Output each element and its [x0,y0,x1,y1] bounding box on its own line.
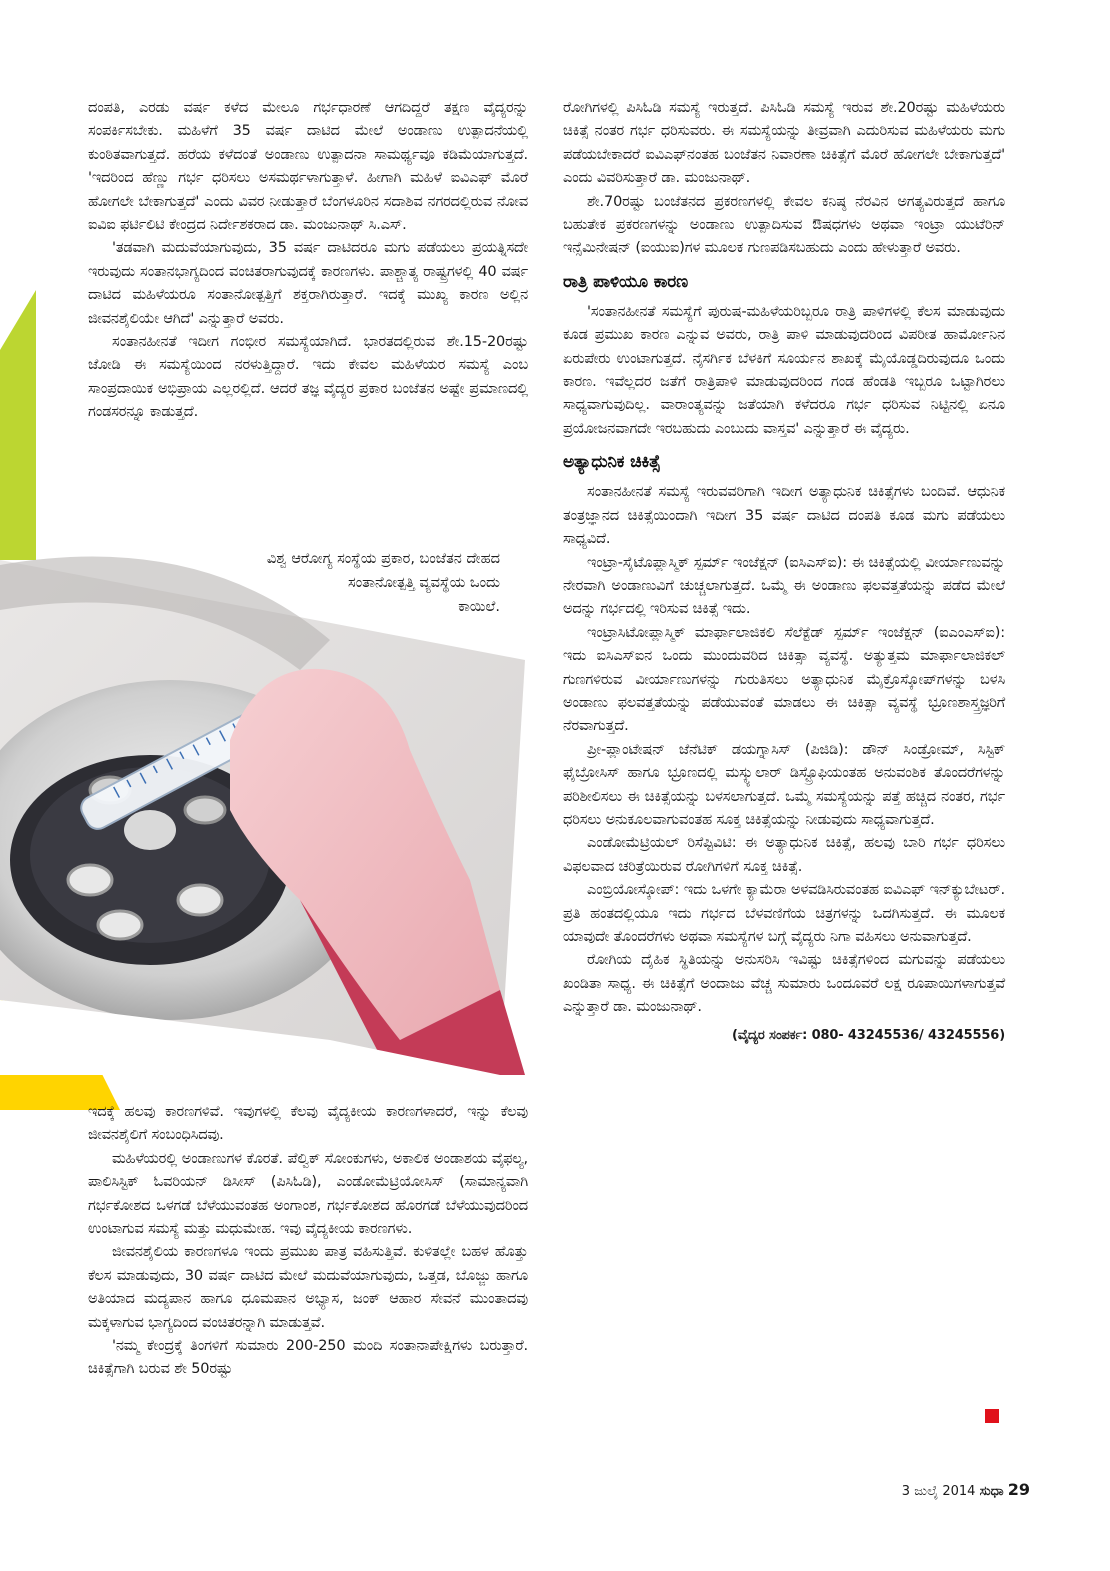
pull-quote-line: ಕಾಯಿಲೆ. [458,599,500,615]
paragraph: 'ಸಂತಾನಹೀನತೆ ಸಮಸ್ಯೆಗೆ ಪುರುಷ-ಮಹಿಳೆಯರಿಬ್ಬರೂ ರಾತ್ರಿ ಪಾಳಿಗಳಲ್ಲಿ ಕೆಲಸ ಮಾಡುವುದು ಕೂಡ ಪ್ರಮುಖ ಕಾರಣ ಎನ್ನುವ ಅವರು, ರಾತ್ರಿ ಪಾಳಿ ಮಾಡುವುದರಿಂದ ವಿಪರೀತ ಹಾರ್ಮೋನಿನ ಏರುಪೇರು ಉಂಟಾಗುತ್ತದೆ. ನೈಸರ್ಗಿಕ ಬೆಳಕಿಗೆ ಸೂರ್ಯನ ಶಾಖಕ್ಕೆ ಮೈಯೊಡ್ಡದಿರುವುದೂ ಒಂದು ಕಾರಣ. ಇವೆಲ್ಲದರ ಜತೆಗೆ ರಾತ್ರಿಪಾಳಿ ಮಾಡುವುದರಿಂದ ಗಂಡ ಹೆಂಡತಿ ಇಬ್ಬರೂ ಒಟ್ಟಾಗಿರಲು ಸಾಧ್ಯವಾಗುವುದಿಲ್ಲ. ವಾರಾಂತ್ಯವನ್ನು ಜತೆಯಾಗಿ ಕಳೆದರೂ ಗರ್ಭ ಧರಿಸುವ ನಿಟ್ಟಿನಲ್ಲಿ ಏನೂ ಪ್ರಯೋಜನವಾಗದೇ ಇರಬಹುದು ಎಂಬುದು ವಾಸ್ತವ' ಎನ್ನುತ್ತಾರೆ ಈ ವೈದ್ಯರು. [563,303,1005,437]
page-number: 29 [1007,1480,1030,1499]
paragraph: ಇಂಟ್ರಾ-ಸೈಟೊಪ್ಲಾಸ್ಮಿಕ್ ಸ್ಪರ್ಮ್ ಇಂಜೆಕ್ಷನ್ (ಐಸಿಎಸ್‌ಐ): ಈ ಚಿಕಿತ್ಸೆಯಲ್ಲಿ ವೀರ್ಯಾಣುವನ್ನು ನೇರವಾಗಿ ಅಂಡಾಣುವಿಗೆ ಚುಚ್ಚಲಾಗುತ್ತದೆ. ಒಮ್ಮೆ ಈ ಅಂಡಾಣು ಫಲವತ್ತತೆಯನ್ನು ಪಡೆದ ಮೇಲೆ ಅದನ್ನು ಗರ್ಭದಲ್ಲಿ ಇರಿಸುವ ಚಿಕಿತ್ಸೆ ಇದು. [563,554,1005,618]
issue-date: 3 ಜುಲೈ 2014 [901,1484,976,1499]
right-column [563,97,1005,1047]
paragraph: ಜೀವನಶೈಲಿಯ ಕಾರಣಗಳೂ ಇಂದು ಪ್ರಮುಖ ಪಾತ್ರ ವಹಿಸುತ್ತಿವೆ. ಕುಳಿತಲ್ಲೇ ಬಹಳ ಹೊತ್ತು ಕೆಲಸ ಮಾಡುವುದು, 30 ವರ್ಷ ದಾಟಿದ ಮೇಲೆ ಮದುವೆಯಾಗುವುದು, ಒತ್ತಡ, ಬೊಜ್ಜು ಹಾಗೂ ಅತಿಯಾದ ಮದ್ಯಪಾನ ಹಾಗೂ ಧೂಮಪಾನ ಅಭ್ಯಾಸ, ಜಂಕ್ ಆಹಾರ ಸೇವನೆ ಮುಂತಾದವು ಮಕ್ಕಳಾಗುವ ಭಾಗ್ಯದಿಂದ ವಂಚಿತರನ್ನಾಗಿ ಮಾಡುತ್ತವೆ. [88,1244,528,1331]
paragraph: ದಂಪತಿ, ಎರಡು ವರ್ಷ ಕಳೆದ ಮೇಲೂ ಗರ್ಭಧಾರಣೆ ಆಗದಿದ್ದರೆ ತಕ್ಷಣ ವೈದ್ಯರನ್ನು ಸಂಪರ್ಕಿಸಬೇಕು. ಮಹಿಳೆಗೆ 35 ವರ್ಷ ದಾಟಿದ ಮೇಲೆ ಅಂಡಾಣು ಉತ್ಪಾದನೆಯಲ್ಲಿ ಕುಂಠಿತವಾಗುತ್ತದೆ. ಹರೆಯ ಕಳೆದಂತೆ ಅಂಡಾಣು ಉತ್ಪಾದನಾ ಸಾಮರ್ಥ್ಯವೂ ಕಡಿಮೆಯಾಗುತ್ತದೆ. 'ಇದರಿಂದ ಹೆಣ್ಣು ಗರ್ಭ ಧರಿಸಲು ಅಸಮರ್ಥಳಾಗುತ್ತಾಳೆ. ಹೀಗಾಗಿ ಮಹಿಳೆ ಐವಿಎಫ್ ಮೊರೆ ಹೋಗಲೇ ಬೇಕಾಗುತ್ತದೆ' ಎಂದು ವಿವರ ನೀಡುತ್ತಾರೆ ಬೆಂಗಳೂರಿನ ಸದಾಶಿವ ನಗರದಲ್ಲಿರುವ ನೋವ ಐವಿಐ ಫರ್ಟಿಲಿಟಿ ಕೇಂದ್ರದ ನಿರ್ದೇಶಕರಾದ ಡಾ. ಮಂಜುನಾಥ್ ಸಿ.ಎಸ್. [88,100,528,234]
doctor-contact: (ವೈದ್ಯರ ಸಂಪರ್ಕ: 080- 43245536/ 43245556) [732,1027,1005,1043]
pull-quote-line: ವಿಶ್ವ ಆರೋಗ್ಯ ಸಂಸ್ಥೆಯ ಪ್ರಕಾರ, ಬಂಜೆತನ ದೇಹದ [266,551,500,567]
paragraph: ಪ್ರೀ-ಪ್ಲಾಂಟೇಷನ್ ಜೆನೆಟಿಕ್ ಡಯಗ್ನಾಸಿಸ್ (ಪಿಜಿಡಿ): ಡೌನ್ ಸಿಂಡ್ರೋಮ್, ಸಿಸ್ಟಿಕ್ ಫೈಬ್ರೋಸಿಸ್ ಹಾಗೂ ಭ್ರೂಣದಲ್ಲಿ ಮಸ್ಕ್ಯುಲಾರ್ ಡಿಸ್ಟ್ರೊಫಿಯಂತಹ ಅನುವಂಶಿಕ ತೊಂದರೆಗಳನ್ನು ಪರಿಶೀಲಿಸಲು ಈ ಚಿಕಿತ್ಸೆಯನ್ನು ಬಳಸಲಾಗುತ್ತದೆ. ಒಮ್ಮೆ ಸಮಸ್ಯೆಯನ್ನು ಪತ್ತೆ ಹಚ್ಚಿದ ನಂತರ, ಗರ್ಭ ಧರಿಸಲು ಅನುಕೂಲವಾಗುವಂತಹ ಸೂಕ್ತ ಚಿಕಿತ್ಸೆಯನ್ನು ನೀಡುವುದು ಸಾಧ್ಯವಾಗುತ್ತದೆ. [563,741,1005,828]
left-column-bottom [88,1101,528,1382]
paragraph: ಎಂಡೋಮೆಟ್ರಿಯಲ್ ರಿಸೆಪ್ಟಿವಿಟಿ: ಈ ಅತ್ಯಾಧುನಿಕ ಚಿಕಿತ್ಸೆ, ಹಲವು ಬಾರಿ ಗರ್ಭ ಧರಿಸಲು ವಿಫಲವಾದ ಚರಿತ್ರೆಯಿರುವ ರೋಗಿಗಳಿಗೆ ಸೂಕ್ತ ಚಿಕಿತ್ಸೆ. [563,835,1005,875]
paragraph: ಮಹಿಳೆಯರಲ್ಲಿ ಅಂಡಾಣುಗಳ ಕೊರತೆ. ಪೆಲ್ವಿಕ್ ಸೋಂಕುಗಳು, ಅಕಾಲಿಕ ಅಂಡಾಶಯ ವೈಫಲ್ಯ, ಪಾಲಿಸಿಸ್ಟಿಕ್ ಓವರಿಯನ್ ಡಿಸೀಸ್ (ಪಿಸಿಓಡಿ), ಎಂಡೋಮೆಟ್ರಿಯೋಸಿಸ್ (ಸಾಮಾನ್ಯವಾಗಿ ಗರ್ಭಕೋಶದ ಒಳಗಡೆ ಬೆಳೆಯುವಂತಹ ಅಂಗಾಂಶ, ಗರ್ಭಕೋಶದ ಹೊರಗಡೆ ಬೆಳೆಯುವುದರಿಂದ ಉಂಟಾಗುವ ಸಮಸ್ಯೆ ಮತ್ತು ಮಧುಮೇಹ. ಇವು ವೈದ್ಯಕೀಯ ಕಾರಣಗಳು. [88,1150,528,1238]
end-of-article-mark [985,1409,999,1423]
paragraph: ಸಂತಾನಹೀನತೆ ಇದೀಗ ಗಂಭೀರ ಸಮಸ್ಯೆಯಾಗಿದೆ. ಭಾರತದಲ್ಲಿರುವ ಶೇ.15-20ರಷ್ಟು ಜೋಡಿ ಈ ಸಮಸ್ಯೆಯಿಂದ ನರಳುತ್ತಿದ್ದಾರೆ. ಇದು ಕೇವಲ ಮಹಿಳೆಯರ ಸಮಸ್ಯೆ ಎಂಬ ಸಾಂಪ್ರದಾಯಿಕ ಅಭಿಪ್ರಾಯ ಎಲ್ಲರಲ್ಲಿದೆ. ಆದರೆ ತಜ್ಞ ವೈದ್ಯರ ಪ್ರಕಾರ ಬಂಜೆತನ ಅಷ್ಟೇ ಪ್ರಮಾಣದಲ್ಲಿ ಗಂಡಸರನ್ನೂ ಕಾಡುತ್ತದೆ. [88,334,528,421]
section-heading-modern-treatment: ಅತ್ಯಾಧುನಿಕ ಚಿಕಿತ್ಸೆ [563,452,661,473]
paragraph: ಎಂಬ್ರಿಯೋಸ್ಕೋಪ್: ಇದು ಒಳಗೇ ಕ್ಯಾಮೆರಾ ಅಳವಡಿಸಿರುವಂತಹ ಐವಿಎಫ್ ಇನ್‌ಕ್ಯುಬೇಟರ್. ಪ್ರತಿ ಹಂತದಲ್ಲಿಯೂ ಇದು ಗರ್ಭದ ಬೆಳವಣಿಗೆಯ ಚಿತ್ರಗಳನ್ನು ಒದಗಿಸುತ್ತದೆ. ಈ ಮೂಲಕ ಯಾವುದೇ ತೊಂದರೆಗಳು ಅಥವಾ ಸಮಸ್ಯೆಗಳ ಬಗ್ಗೆ ವೈದ್ಯರು ನಿಗಾ ವಹಿಸಲು ಅನುವಾಗುತ್ತದೆ. [563,882,1005,945]
section-heading-night-shift: ರಾತ್ರಿ ಪಾಳಿಯೂ ಕಾರಣ [563,271,688,292]
paragraph: ಶೇ.70ರಷ್ಟು ಬಂಜೆತನದ ಪ್ರಕರಣಗಳಲ್ಲಿ ಕೇವಲ ಕನಿಷ್ಠ ನೆರವಿನ ಅಗತ್ಯವಿರುತ್ತದೆ ಹಾಗೂ ಬಹುತೇಕ ಪ್ರಕರಣಗಳನ್ನು ಅಂಡಾಣು ಉತ್ಪಾದಿಸುವ ಔಷಧಗಳು ಅಥವಾ ಇಂಟ್ರಾ ಯುಟೆರಿನ್ ಇನ್ಸೆಮಿನೇಷನ್ (ಐಯುಐ)ಗಳ ಮೂಲಕ ಗುಣಪಡಿಸಬಹುದು ಎಂದು ಹೇಳುತ್ತಾರೆ ಅವರು. [563,193,1005,257]
magazine-name: ಸುಧಾ [979,1484,1004,1499]
left-column-top [88,97,528,425]
paragraph: 'ನಮ್ಮ ಕೇಂದ್ರಕ್ಕೆ ತಿಂಗಳಿಗೆ ಸುಮಾರು 200-250 ಮಂದಿ ಸಂತಾನಾಪೇಕ್ಷಿಗಳು ಬರುತ್ತಾರೆ. ಚಿಕಿತ್ಸೆಗಾಗಿ ಬರುವ ಶೇ 50ರಷ್ಟು [88,1338,528,1378]
paragraph: ರೋಗಿಗಳಲ್ಲಿ ಪಿಸಿಓಡಿ ಸಮಸ್ಯೆ ಇರುತ್ತದೆ. ಪಿಸಿಓಡಿ ಸಮಸ್ಯೆ ಇರುವ ಶೇ.20ರಷ್ಟು ಮಹಿಳೆಯರು ಚಿಕಿತ್ಸೆ ನಂತರ ಗರ್ಭ ಧರಿಸುವರು. ಈ ಸಮಸ್ಯೆಯನ್ನು ತೀವ್ರವಾಗಿ ಎದುರಿಸುವ ಮಹಿಳೆಯರು ಮಗು ಪಡೆಯಬೇಕಾದರೆ ಐವಿಎಫ್‌ನಂತಹ ಬಂಜೆತನ ನಿವಾರಣಾ ಚಿಕಿತ್ಸೆಗೆ ಮೊರೆ ಹೋಗಲೇ ಬೇಕಾಗುತ್ತದೆ' ಎಂದು ವಿವರಿಸುತ್ತಾರೆ ಡಾ. ಮಂಜುನಾಥ್. [563,100,1005,187]
paragraph: 'ತಡವಾಗಿ ಮದುವೆಯಾಗುವುದು, 35 ವರ್ಷ ದಾಟಿದರೂ ಮಗು ಪಡೆಯಲು ಪ್ರಯತ್ನಿಸದೇ ಇರುವುದು ಸಂತಾನಭಾಗ್ಯದಿಂದ ವಂಚಿತರಾಗುವುದಕ್ಕೆ ಕಾರಣಗಳು. ಪಾಶ್ಚಾತ್ಯ ರಾಷ್ಟ್ರಗಳಲ್ಲಿ 40 ವರ್ಷ ದಾಟಿದ ಮಹಿಳೆಯರೂ ಸಂತಾನೋತ್ಪತ್ತಿಗೆ ಶಕ್ತರಾಗಿರುತ್ತಾರೆ. ಇದಕ್ಕೆ ಮುಖ್ಯ ಕಾರಣ ಅಲ್ಲಿನ ಜೀವನಶೈಲಿಯೇ ಆಗಿದೆ' ಎನ್ನುತ್ತಾರೆ ಅವರು. [88,240,528,327]
paragraph: ಇದಕ್ಕೆ ಹಲವು ಕಾರಣಗಳಿವೆ. ಇವುಗಳಲ್ಲಿ ಕೆಲವು ವೈದ್ಯಕೀಯ ಕಾರಣಗಳಾದರೆ, ಇನ್ನು ಕೆಲವು ಜೀವನಶೈಲಿಗೆ ಸಂಬಂಧಿಸಿದವು. [88,1104,528,1144]
page-footer [902,1480,1030,1499]
paragraph: ಇಂಟ್ರಾಸಿಟೋಪ್ಲಾಸ್ಮಿಕ್ ಮಾರ್ಫಾಲಾಜಿಕಲಿ ಸೆಲೆಕ್ಟೆಡ್ ಸ್ಪರ್ಮ್ ಇಂಜೆಕ್ಷನ್ (ಐಎಂಎಸ್‌ಐ): ಇದು ಐಸಿಎಸ್‌ಐನ ಒಂದು ಮುಂದುವರಿದ ಚಿಕಿತ್ಸಾ ವ್ಯವಸ್ಥೆ. ಅತ್ಯುತ್ತಮ ಮಾರ್ಫಾಲಾಜಿಕಲ್ ಗುಣಗಳಿರುವ ವೀರ್ಯಾಣುಗಳನ್ನು ಗುರುತಿಸಲು ಅತ್ಯಾಧುನಿಕ ಮೈಕ್ರೊಸ್ಕೋಪ್‌ಗಳನ್ನು ಬಳಸಿ ಅಂಡಾಣು ಫಲವತ್ತತೆಯನ್ನು ಪಡೆಯುವಂತೆ ಮಾಡಲು ಈ ಚಿಕಿತ್ಸಾ ವ್ಯವಸ್ಥೆ ಭ್ರೂಣಶಾಸ್ತ್ರಜ್ಞರಿಗೆ ನೆರವಾಗುತ್ತದೆ. [563,624,1005,735]
paragraph: ಸಂತಾನಹೀನತೆ ಸಮಸ್ಯೆ ಇರುವವರಿಗಾಗಿ ಇದೀಗ ಅತ್ಯಾಧುನಿಕ ಚಿಕಿತ್ಸೆಗಳು ಬಂದಿವೆ. ಆಧುನಿಕ ತಂತ್ರಜ್ಞಾನದ ಚಿಕಿತ್ಸೆಯಿಂದಾಗಿ ಇದೀಗ 35 ವರ್ಷ ದಾಟಿದ ದಂಪತಿ ಕೂಡ ಮಗು ಪಡೆಯಲು ಸಾಧ್ಯವಿದೆ. [563,484,1005,548]
centrifuge-photo [0,520,525,1075]
paragraph: ರೋಗಿಯ ದೈಹಿಕ ಸ್ಥಿತಿಯನ್ನು ಅನುಸರಿಸಿ ಇವಿಷ್ಟು ಚಿಕಿತ್ಸೆಗಳಿಂದ ಮಗುವನ್ನು ಪಡೆಯಲು ಖಂಡಿತಾ ಸಾಧ್ಯ. ಈ ಚಿಕಿತ್ಸೆಗೆ ಅಂದಾಜು ವೆಚ್ಚ ಸುಮಾರು ಒಂದೂವರೆ ಲಕ್ಷ ರೂಪಾಯಿಗಳಾಗುತ್ತವೆ ಎನ್ನುತ್ತಾರೆ ಡಾ. ಮಂಜುನಾಥ್. [563,952,1005,1016]
pull-quote-line: ಸಂತಾನೋತ್ಪತ್ತಿ ವ್ಯವಸ್ಥೆಯ ಒಂದು [348,575,500,591]
